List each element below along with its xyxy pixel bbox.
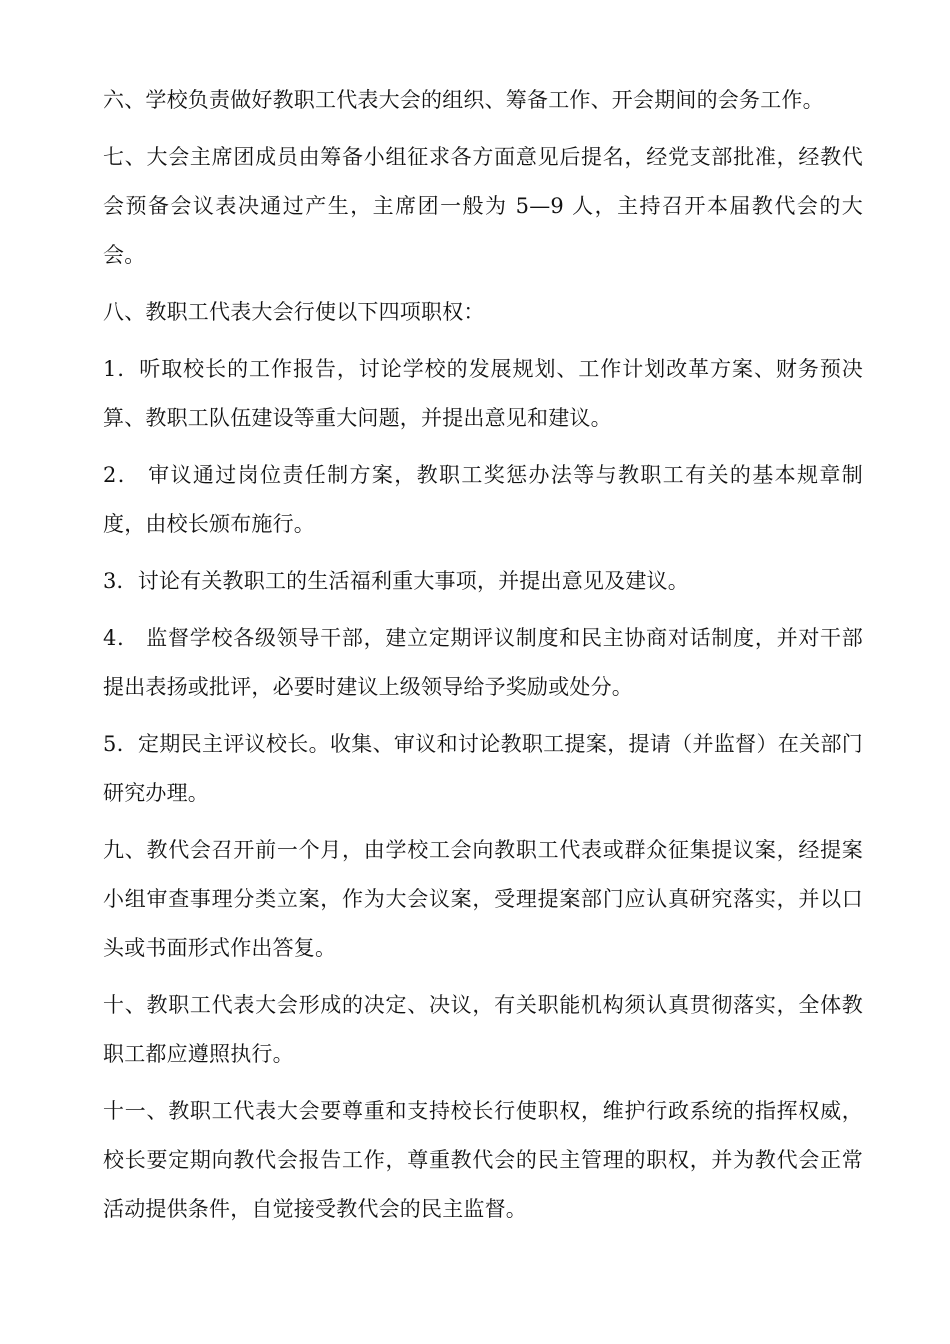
paragraph-8: 八、教职工代表大会行使以下四项职权：: [103, 300, 485, 324]
paragraph-6: 六、学校负责做好教职工代表大会的组织、筹备工作、开会期间的会务工作。: [103, 88, 824, 112]
list-item-4: 4． 监督学校各级领导干部，建立定期评议制度和民主协商对话制度，并对干部提出表扬或批评，必要时建议上级领导给予奖励或处分。: [103, 626, 863, 699]
paragraph-10: 十、教职工代表大会形成的决定、决议，有关职能机构须认真贯彻落实，全体教职工都应遵照执行。: [103, 993, 863, 1066]
paragraph-9: 九、教代会召开前一个月，由学校工会向教职工代表或群众征集提议案，经提案小组审查事理分类立案，作为大会议案，受理提案部门应认真研究落实，并以口头或书面形式作出答复。: [103, 838, 863, 960]
paragraph-11: 十一、教职工代表大会要尊重和支持校长行使职权，维护行政系统的指挥权威，校长要定期向教代会报告工作，尊重教代会的民主管理的职权，并为教代会正常活动提供条件，自觉接受教代会的民主监督。: [103, 1099, 863, 1221]
list-item-1: 1．听取校长的工作报告，讨论学校的发展规划、工作计划改革方案、财务预决算、教职工队伍建设等重大问题，并提出意见和建议。: [103, 357, 863, 430]
list-item-3: 3．讨论有关教职工的生活福利重大事项，并提出意见及建议。: [103, 569, 689, 593]
paragraph-7: 七、大会主席团成员由筹备小组征求各方面意见后提名，经党支部批准，经教代会预备会议表决通过产生，主席团一般为 5—9 人，主持召开本届教代会的大会。: [103, 145, 863, 267]
list-item-5: 5．定期民主评议校长。收集、审议和讨论教职工提案，提请（并监督）在关部门研究办理。: [103, 732, 863, 805]
list-item-2: 2． 审议通过岗位责任制方案，教职工奖惩办法等与教职工有关的基本规章制度，由校长颁布施行。: [103, 463, 863, 536]
document-body: [103, 76, 863, 1242]
